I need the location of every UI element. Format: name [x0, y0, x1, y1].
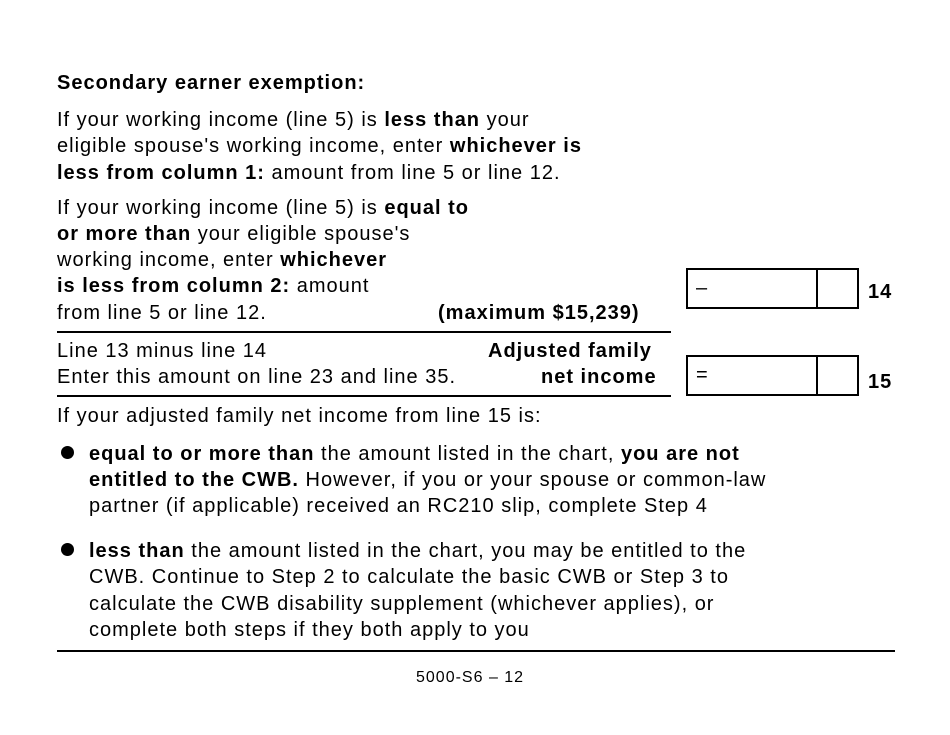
adjusted-family-label: Adjusted family	[488, 340, 652, 362]
bullet-icon	[61, 446, 74, 459]
bullet-icon	[61, 543, 74, 556]
section-heading: Secondary earner exemption:	[57, 72, 366, 94]
minus-sign: –	[696, 277, 709, 299]
divider	[57, 395, 671, 397]
line15-calc-label: Line 13 minus line 14	[57, 340, 268, 362]
line15-number: 15	[868, 371, 893, 393]
line14-amount-field[interactable]	[686, 268, 859, 309]
form-page-number: 5000-S6 – 12	[416, 669, 525, 686]
line15-amount-field[interactable]	[686, 355, 859, 396]
divider	[57, 331, 671, 333]
equals-sign: =	[696, 364, 709, 386]
cents-divider	[816, 357, 818, 394]
cents-divider	[816, 270, 818, 307]
net-income-label: net income	[541, 366, 657, 388]
bullets-intro: If your adjusted family net income from line 15 is:	[57, 405, 542, 427]
footer-rule	[57, 650, 895, 652]
line14-number: 14	[868, 281, 893, 303]
maximum-amount: (maximum $15,239)	[438, 302, 640, 324]
line15-instruction: Enter this amount on line 23 and line 35.	[57, 366, 457, 388]
line5-or-line12: from line 5 or line 12.	[57, 302, 267, 324]
